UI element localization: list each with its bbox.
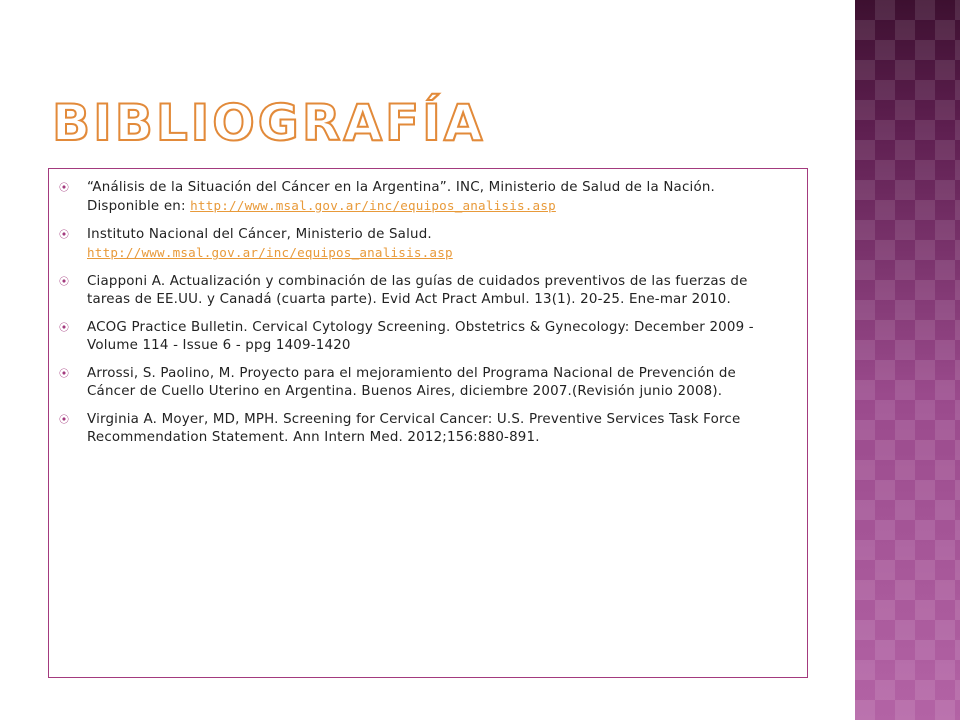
- reference-list: [49, 169, 807, 447]
- reference-text: Virginia A. Moyer, MD, MPH. Screening for Cervical Cancer: U.S. Preventive Services Task Force Recommendation Statement. Ann Intern Med. 2012;156:880-891.: [87, 412, 741, 445]
- reference-item: [59, 319, 787, 355]
- reference-link[interactable]: http://www.msal.gov.ar/inc/equipos_analisis.asp: [87, 245, 453, 260]
- bullet-icon: ⦿: [59, 277, 70, 288]
- bibliography-box: [48, 168, 808, 678]
- reference-item: [59, 411, 787, 447]
- bullet-icon: ⦿: [59, 183, 70, 194]
- reference-item: [59, 226, 787, 263]
- reference-item: [59, 273, 787, 309]
- reference-text: Instituto Nacional del Cáncer, Ministerio de Salud.: [87, 227, 432, 242]
- reference-text: “Análisis de la Situación del Cáncer en la Argentina”. INC, Ministerio de Salud de la Nación. Disponible en:: [87, 180, 715, 214]
- bullet-icon: ⦿: [59, 369, 70, 380]
- reference-text: Ciapponi A. Actualización y combinación de las guías de cuidados preventivos de las fuerzas de tareas de EE.UU. y Canadá (cuarta parte). Evid Act Pract Ambul. 13(1). 20-25. Ene-mar 2010.: [87, 274, 748, 307]
- bullet-icon: ⦿: [59, 323, 70, 334]
- bullet-icon: ⦿: [59, 230, 70, 241]
- reference-text: Arrossi, S. Paolino, M. Proyecto para el mejoramiento del Programa Nacional de Prevención de Cáncer de Cuello Uterino en Argentina. Buenos Aires, diciembre 2007.(Revisión junio 2008).: [87, 366, 736, 399]
- bullet-icon: ⦿: [59, 415, 70, 426]
- reference-link[interactable]: http://www.msal.gov.ar/inc/equipos_analisis.asp: [190, 198, 556, 213]
- reference-item: [59, 365, 787, 401]
- page-title: BIBLIOGRAFÍA: [52, 94, 486, 152]
- decorative-sidebar: [855, 0, 960, 720]
- reference-item: [59, 179, 787, 216]
- reference-text: ACOG Practice Bulletin. Cervical Cytology Screening. Obstetrics & Gynecology: December 2009 - Volume 114 - Issue 6 - ppg 1409-1420: [87, 320, 754, 353]
